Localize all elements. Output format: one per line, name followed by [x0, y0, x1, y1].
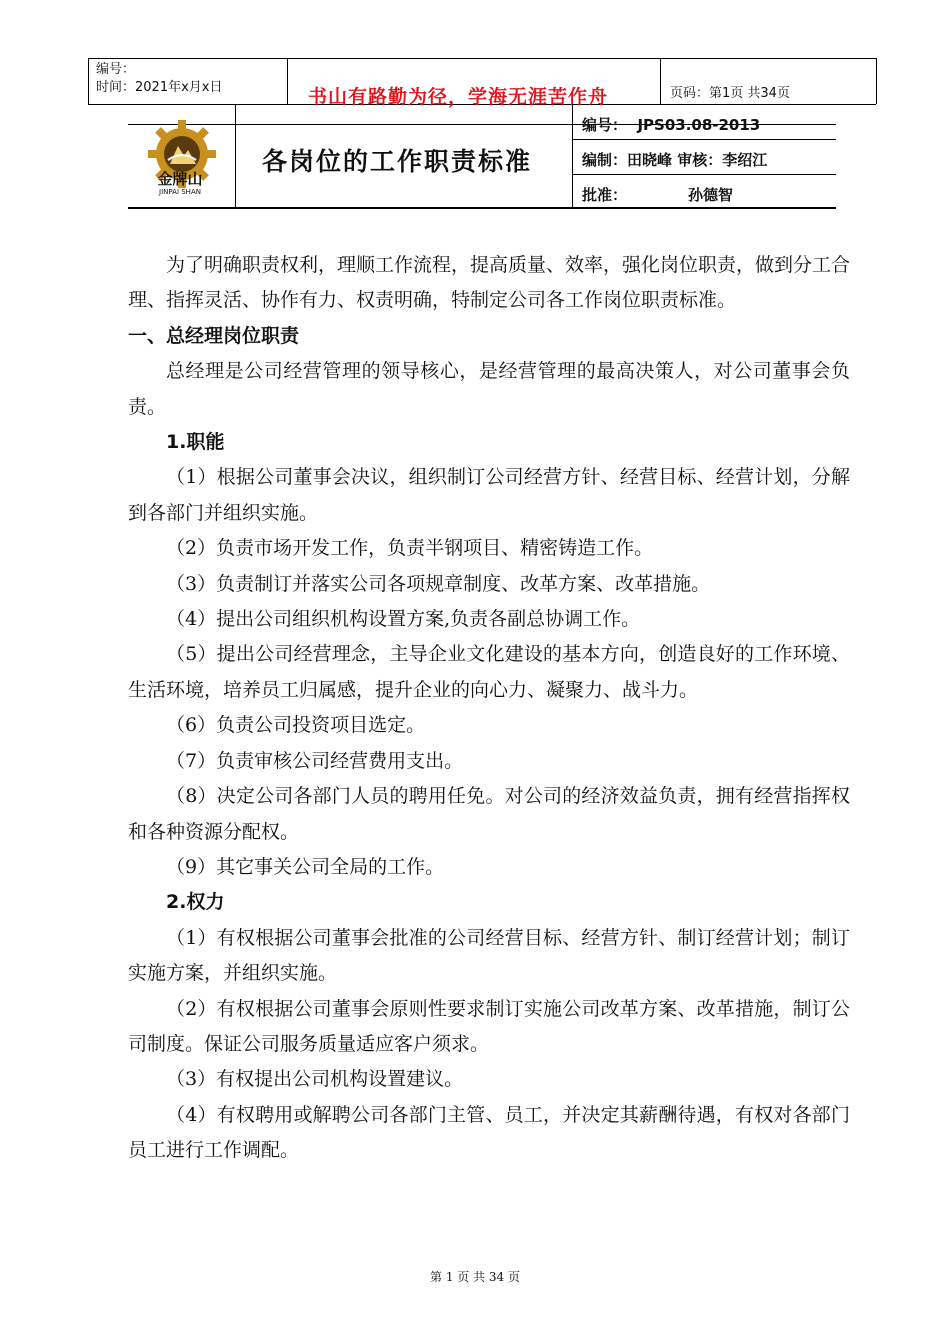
header-left-border: [88, 58, 89, 104]
header-top-border: [88, 58, 876, 59]
title-block-bottom-border: [128, 207, 836, 209]
document-body: [128, 248, 850, 1169]
function-item: （1）根据公司董事会决议，组织制订公司经营方针、经营目标、经营计划，分解到各部门并组织实施。: [128, 466, 850, 524]
function-item: （8）决定公司各部门人员的聘用任免。对公司的经济效益负责，拥有经营指挥权和各种资源分配权。: [128, 785, 850, 843]
power-item: （3）有权提出公司机构设置建议。: [166, 1068, 464, 1091]
meta-row-divider-2: [572, 174, 836, 175]
company-logo-text: [140, 170, 220, 197]
intro-paragraph: 为了明确职责权利，理顺工作流程，提高质量、效率，强化岗位职责，做到分工合理、指挥灵活、协作有力、权责明确，特制定公司各工作岗位职责标准。: [128, 254, 851, 312]
motto: 书山有路勤为径，学海无涯苦作舟: [308, 86, 609, 108]
function-item: （9）其它事关公司全局的工作。: [166, 855, 445, 878]
functions-title: 1.职能: [166, 431, 225, 454]
section1-description: 总经理是公司经营管理的领导核心，是经营管理的最高决策人，对公司董事会负责。: [128, 360, 850, 418]
function-item: （6）负责公司投资项目选定。: [166, 714, 426, 737]
function-item: （7）负责审核公司经营费用支出。: [166, 749, 464, 772]
approver-name: 孙德智: [688, 186, 734, 204]
header-divider-1: [287, 58, 288, 104]
header-divider-2: [660, 58, 661, 104]
meta-row-divider-1: [572, 139, 836, 140]
power-item: （4）有权聘用或解聘公司各部门主管、员工，并决定其薪酬待遇，有权对各部门员工进行工作调配。: [128, 1103, 850, 1162]
power-item: （2）有权根据公司董事会原则性要求制订实施公司改革方案、改革措施，制订公司制度。保证公司服务质量适应客户须求。: [128, 997, 850, 1055]
power-item: （1）有权根据公司董事会批准的公司经营目标、经营方针、制订经营计划；制订实施方案，并组织实施。: [128, 926, 850, 985]
time-text: 时间：2021年x月x日: [96, 80, 223, 95]
title-block-divider-2: [572, 104, 573, 208]
doc-code: 编号： JPS03.08-2013: [582, 116, 761, 134]
page-info: 页码：第1页 共34页: [670, 86, 790, 101]
page-footer: 第 1 页 共 34 页: [430, 1270, 520, 1284]
function-item: （3）负责制订并落实公司各项规章制度、改革方案、改革措施。: [166, 572, 711, 595]
doc-title: 各岗位的工作职责标准: [262, 147, 533, 176]
approve-label: 批准：: [582, 186, 628, 204]
function-item: （2）负责市场开发工作，负责半钢项目、精密铸造工作。: [166, 537, 654, 560]
title-block-divider-1: [235, 104, 236, 208]
company-name-en: JINPAI SHAN: [159, 188, 201, 196]
company-name: 金牌山: [157, 170, 203, 188]
section1-title: 一、总经理岗位职责: [128, 324, 300, 347]
function-item: （5）提出公司经营理念，主导企业文化建设的基本方向，创造良好的工作环境、生活环境，培养员工归属感，提升企业的向心力、凝聚力、战斗力。: [128, 643, 850, 701]
header-right-border: [876, 58, 877, 104]
powers-title: 2.权力: [166, 891, 225, 914]
function-item: （4）提出公司组织机构设置方案,负责各副总协调工作。: [166, 608, 641, 631]
doc-no-label: 编号：: [96, 62, 136, 77]
editor-reviewer: 编制：田晓峰 审核：李绍江: [582, 151, 768, 169]
